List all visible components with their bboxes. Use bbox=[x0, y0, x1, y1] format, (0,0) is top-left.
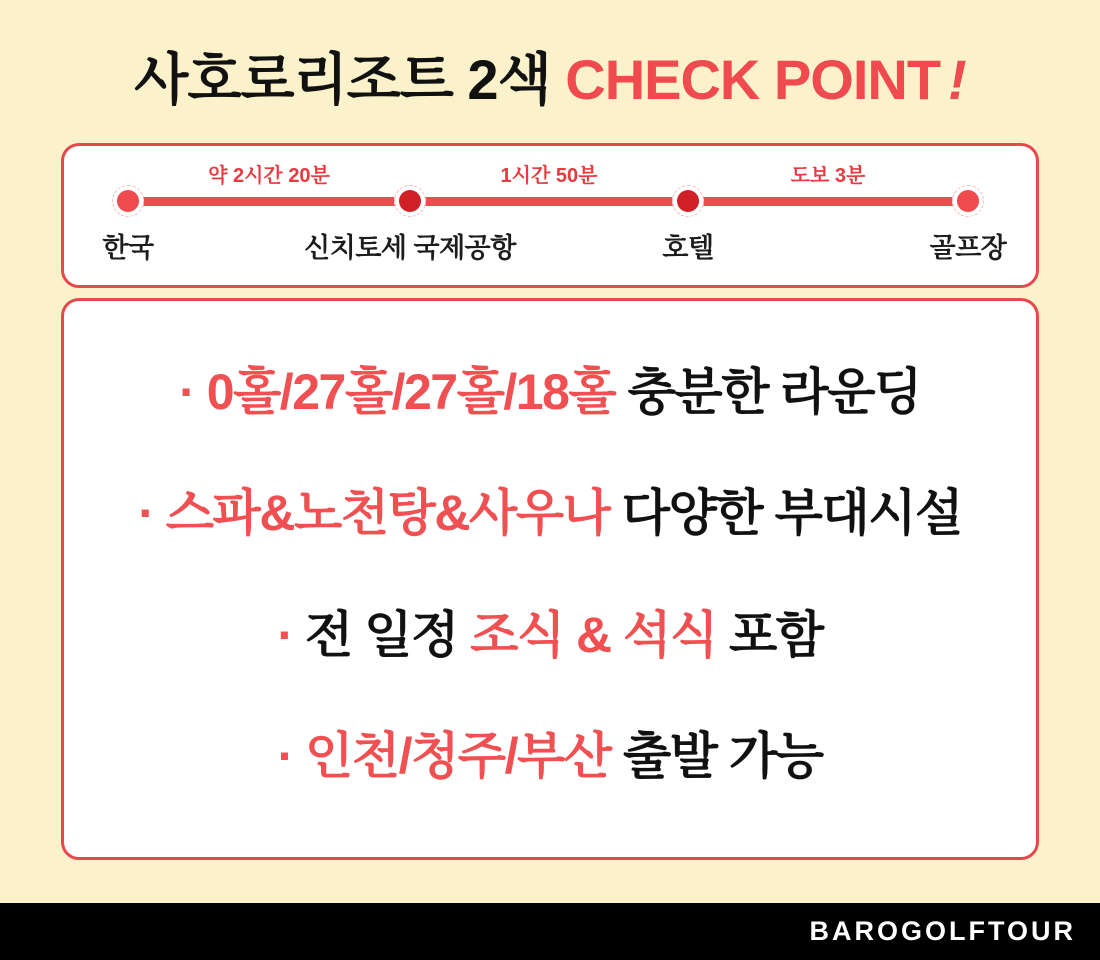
checkpoint-text-part: · 스파&노천탕&사우나 bbox=[138, 485, 610, 542]
checkpoint-line-meals bbox=[64, 595, 1036, 667]
checkpoint-card bbox=[61, 298, 1039, 860]
checkpoint-text-part: 전 일정 bbox=[304, 606, 471, 663]
checkpoint-text-part: 다양한 부대시설 bbox=[609, 485, 962, 542]
route-dot-airport bbox=[399, 190, 421, 212]
route-line bbox=[128, 197, 971, 206]
route-duration-3: 도보 3분 bbox=[790, 165, 866, 187]
checkpoint-text-part: 조식 & 석식 bbox=[470, 606, 717, 663]
route-stop-airport: 신치토세 국제공항 bbox=[304, 233, 516, 263]
footer-bar bbox=[0, 903, 1100, 960]
route-dot-golf bbox=[957, 190, 979, 212]
checkpoint-text-part: 충분한 라운딩 bbox=[615, 363, 921, 420]
checkpoint-line-rounds bbox=[64, 352, 1036, 424]
checkpoint-line-facilities bbox=[64, 473, 1036, 545]
route-dot-korea bbox=[117, 190, 139, 212]
checkpoint-text-part: · 인천/청주/부산 bbox=[277, 728, 611, 785]
route-stop-golf: 골프장 bbox=[929, 233, 1007, 263]
checkpoint-text-part: · bbox=[277, 606, 305, 663]
checkpoint-text-part: 출발 가능 bbox=[610, 728, 823, 785]
route-duration-2: 1시간 50분 bbox=[500, 165, 598, 187]
checkpoint-text-part: · 0홀/27홀/27홀/18홀 bbox=[179, 363, 616, 420]
page-title-exclamation: ! bbox=[948, 48, 966, 111]
route-stop-hotel: 호텔 bbox=[662, 233, 714, 263]
page-title bbox=[0, 36, 1100, 116]
checkpoint-line-departure bbox=[64, 716, 1036, 788]
route-stop-korea: 한국 bbox=[102, 233, 154, 263]
route-dot-hotel bbox=[677, 190, 699, 212]
route-timeline-card bbox=[61, 143, 1039, 288]
brand-logo-text: BAROGOLFTOUR bbox=[809, 916, 1076, 946]
checkpoint-text-part: 포함 bbox=[716, 606, 823, 663]
page-title-red: CHECK POINT bbox=[565, 48, 941, 111]
route-duration-1: 약 2시간 20분 bbox=[208, 165, 330, 187]
page-title-black: 사호로리조트 2색 bbox=[134, 48, 551, 111]
